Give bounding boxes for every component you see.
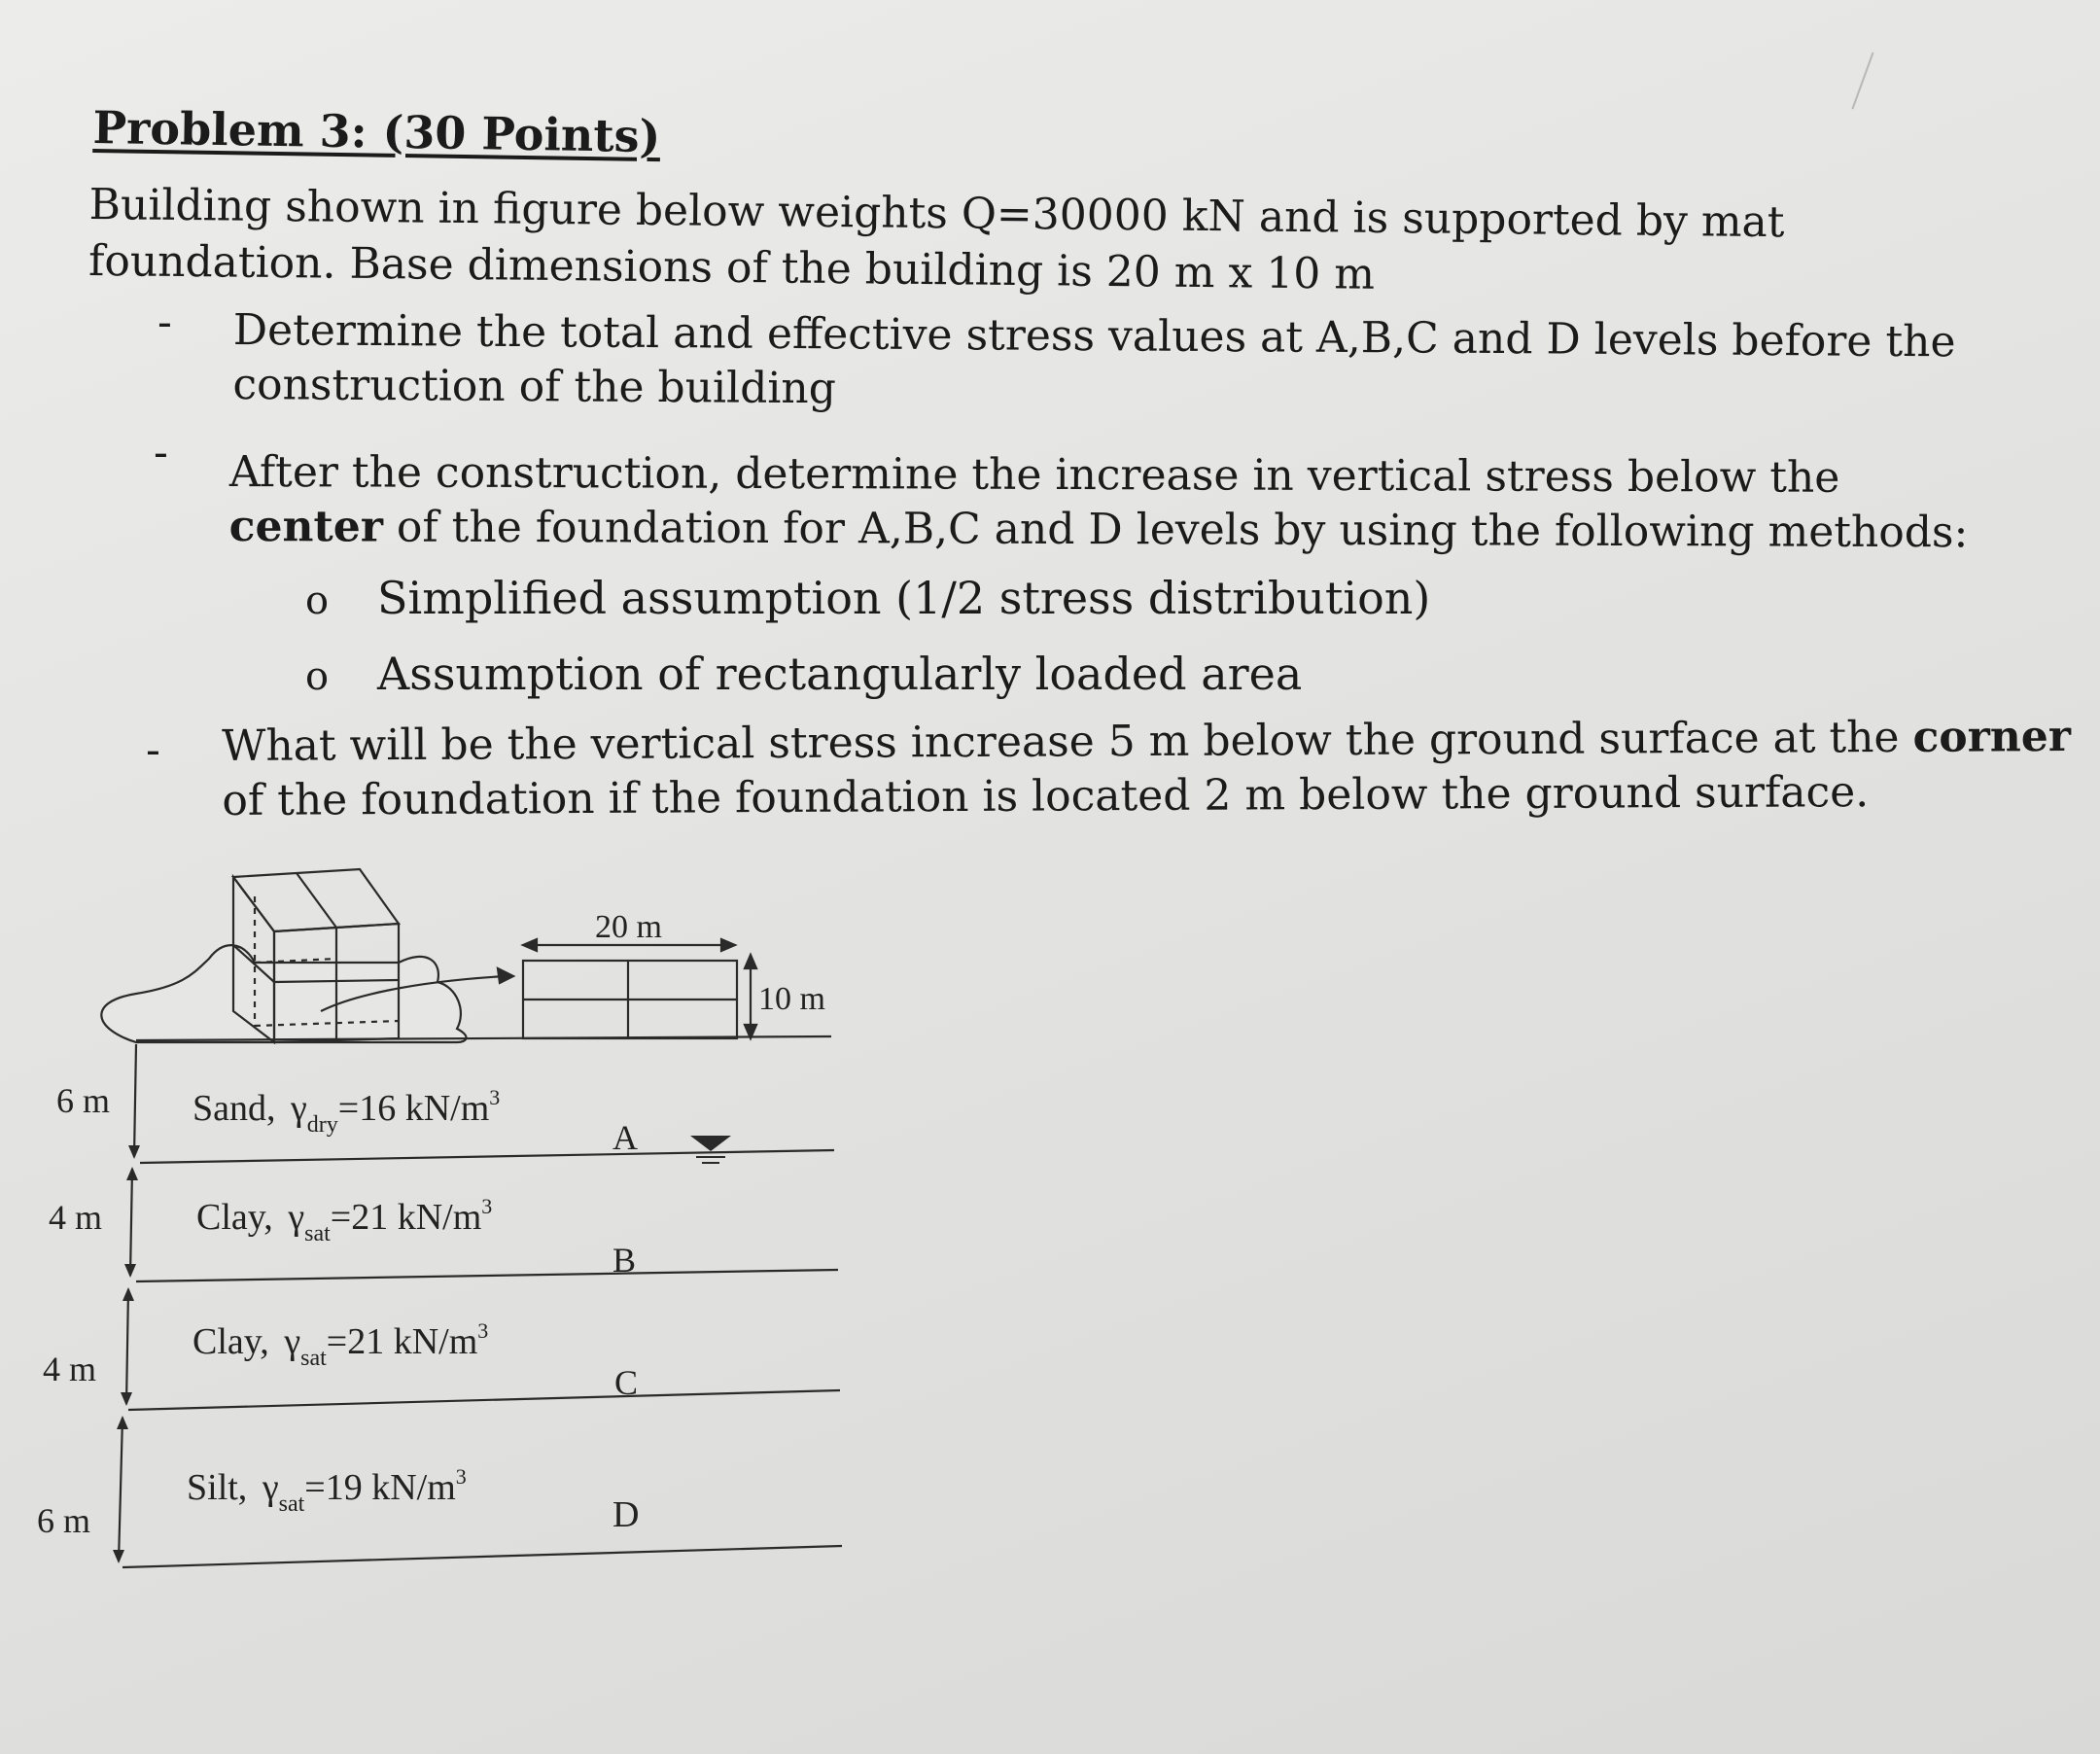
task-1-marker: -: [158, 298, 172, 347]
problem-title: Problem 3: (30 Points): [92, 101, 661, 163]
layer-2-thickness: 4 m: [49, 1198, 103, 1237]
thickness-dim-4: [119, 1418, 122, 1561]
layer-3-description: Clay, $\gamma_{sat}=21$ $kN/m^3$: [192, 1318, 489, 1371]
level-B-label: B: [612, 1241, 637, 1280]
thickness-dim-3: [126, 1289, 128, 1404]
layer-1-description: Sand, $\gamma_{dry}=16$ $kN/m^3$: [192, 1085, 501, 1138]
pen-mark: [1851, 53, 1873, 110]
level-D-label: D: [612, 1494, 640, 1535]
boundary-C: [128, 1390, 840, 1410]
task-3-text: What will be the vertical stress increase 5 m below the ground surface at the corner of the foundation if the foundation is located 2 m below the ground surface.: [222, 712, 2072, 825]
layer-2-description: Clay, $\gamma_{sat}=21$ $kN/m^3$: [196, 1194, 493, 1246]
task-3: [222, 710, 2080, 828]
foundation-plan: [523, 961, 737, 1038]
task-3-emphasis: corner: [1912, 712, 2072, 762]
task-1-text: Determine the total and effective stress values at A,B,C and D levels before the construction of the building: [232, 304, 1956, 414]
task-3-marker: -: [146, 725, 160, 775]
soil-profile-figure: [0, 836, 2100, 1711]
task-2-text: After the construction, determine the increase in vertical stress below the center of the foundation for A,B,C and D levels by using the following methods:: [228, 447, 1969, 558]
method-1-marker: o: [305, 579, 330, 623]
level-A-label: A: [612, 1118, 638, 1157]
plan-depth-label: 10 m: [758, 981, 825, 1017]
plan-width-label: 20 m: [595, 909, 662, 945]
boundary-B: [136, 1270, 838, 1281]
layer-1-thickness: 6 m: [56, 1081, 111, 1120]
layer-4-description: Silt, $\gamma_{sat}=19$ $kN/m^3$: [187, 1464, 467, 1517]
method-1-text: Simplified assumption (1/2 stress distribution): [377, 572, 1431, 624]
ground-mound: [101, 945, 466, 1042]
level-C-label: C: [614, 1363, 639, 1402]
thickness-dim-2: [130, 1169, 132, 1276]
method-1: [305, 572, 1430, 624]
layer-3-thickness: 4 m: [43, 1350, 97, 1388]
boundary-A: [140, 1150, 834, 1163]
problem-statement: Building shown in figure below weights Q=30000 kN and is supported by mat foundation. Base dimensions of the building is 20 m x 10 m: [88, 179, 1785, 299]
thickness-dim-1: [134, 1044, 136, 1157]
boundary-D: [122, 1546, 842, 1567]
layer-4-thickness: 6 m: [37, 1501, 91, 1540]
method-2: [305, 648, 1302, 700]
task-1: [232, 303, 2061, 425]
task-2-marker: -: [154, 428, 168, 477]
task-2: [229, 445, 1979, 560]
water-table-icon: [690, 1136, 731, 1151]
method-2-text: Assumption of rectangularly loaded area: [377, 648, 1303, 700]
method-2-marker: o: [305, 654, 330, 699]
task-2-emphasis: center: [228, 501, 384, 552]
